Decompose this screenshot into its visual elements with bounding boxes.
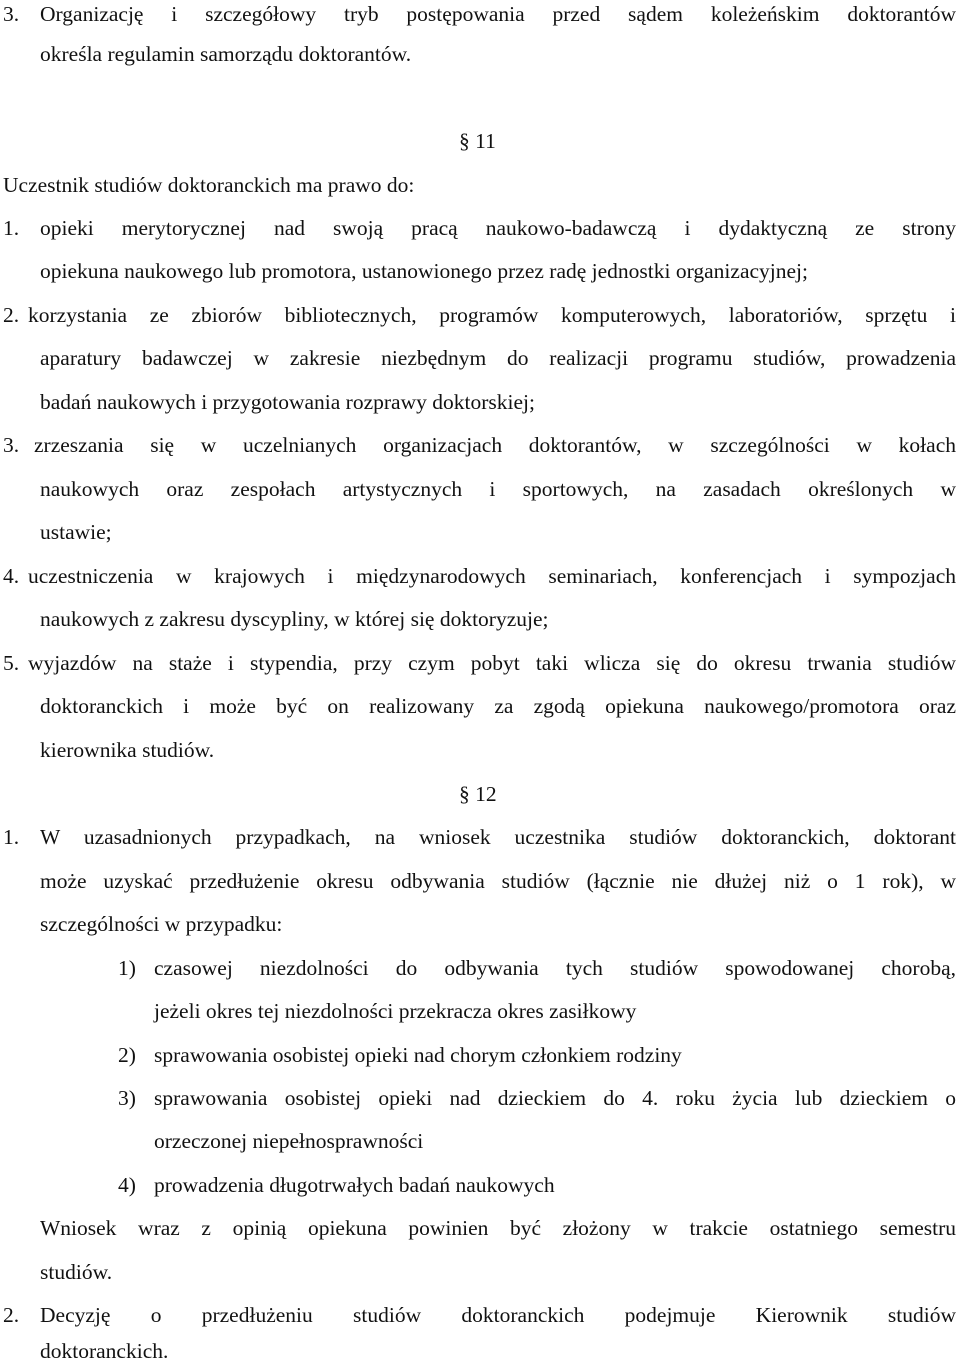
sublist-number: 4) — [118, 1173, 136, 1197]
paragraph-line: kierownika studiów. — [40, 738, 215, 762]
list-number: 3. — [3, 2, 20, 26]
paragraph-line: szczególności w przypadku: — [40, 912, 283, 936]
paragraph-line: doktoranckich i może być on realizowany za zgodą opiekuna naukowego/promotora oraz — [40, 694, 956, 718]
paragraph-line: Wniosek wraz z opinią opiekuna powinien być złożony w trakcie ostatniego semestru — [40, 1216, 956, 1240]
paragraph-line: sprawowania osobistej opieki nad dzieckiem do 4. roku życia lub dzieckiem o — [154, 1086, 956, 1110]
paragraph-line: wyjazdów na staże i stypendia, przy czym pobyt taki wlicza się do okresu trwania studiów — [28, 651, 956, 675]
paragraph-line: studiów. — [40, 1260, 113, 1284]
paragraph-line: Decyzję o przedłużeniu studiów doktoranckich podejmuje Kierownik studiów — [40, 1303, 956, 1327]
paragraph-line: badań naukowych i przygotowania rozprawy doktorskiej; — [40, 390, 535, 414]
paragraph-line: Organizację i szczegółowy tryb postępowania przed sądem koleżeńskim doktorantów — [40, 2, 956, 26]
section-heading: § 11 — [459, 129, 496, 153]
list-number: 4. — [3, 564, 20, 588]
sublist-number: 2) — [118, 1043, 136, 1067]
paragraph-line: uczestniczenia w krajowych i międzynarodowych seminariach, konferencjach i sympozjach — [28, 564, 956, 588]
list-number: 2. — [3, 303, 20, 327]
list-number: 3. — [3, 433, 20, 457]
sublist-number: 1) — [118, 956, 136, 980]
paragraph-line: czasowej niezdolności do odbywania tych studiów spowodowanej chorobą, — [154, 956, 956, 980]
list-number: 1. — [3, 825, 20, 849]
paragraph-line: naukowych z zakresu dyscypliny, w której się doktoryzuje; — [40, 607, 549, 631]
paragraph-line: korzystania ze zbiorów bibliotecznych, programów komputerowych, laboratoriów, sprzętu i — [28, 303, 956, 327]
sublist-number: 3) — [118, 1086, 136, 1110]
paragraph-line: zrzeszania się w uczelnianych organizacjach doktorantów, w szczególności w kołach — [34, 433, 956, 457]
paragraph-line: opiekuna naukowego lub promotora, ustanowionego przez radę jednostki organizacyjnej; — [40, 259, 808, 283]
intro-line: Uczestnik studiów doktoranckich ma prawo do: — [3, 173, 415, 197]
paragraph-line: prowadzenia długotrwałych badań naukowych — [154, 1173, 555, 1197]
paragraph-line: aparatury badawczej w zakresie niezbędnym do realizacji programu studiów, prowadzenia — [40, 346, 956, 370]
paragraph-line: może uzyskać przedłużenie okresu odbywania studiów (łącznie nie dłużej niż o 1 rok), w — [40, 869, 956, 893]
section-heading: § 12 — [459, 782, 497, 806]
list-number: 2. — [3, 1303, 20, 1327]
paragraph-line: jeżeli okres tej niezdolności przekracza okres zasiłkowy — [154, 999, 637, 1023]
paragraph-line: sprawowania osobistej opieki nad chorym członkiem rodziny — [154, 1043, 682, 1067]
list-number: 5. — [3, 651, 20, 675]
paragraph-line: ustawie; — [40, 520, 112, 544]
paragraph-line: doktoranckich. — [40, 1339, 169, 1363]
paragraph-line: orzeczonej niepełnosprawności — [154, 1129, 424, 1153]
paragraph-line: określa regulamin samorządu doktorantów. — [40, 42, 412, 66]
paragraph-line: W uzasadnionych przypadkach, na wniosek uczestnika studiów doktoranckich, doktorant — [40, 825, 956, 849]
paragraph-line: naukowych oraz zespołach artystycznych i sportowych, na zasadach określonych w — [40, 477, 956, 501]
paragraph-line: opieki merytorycznej nad swoją pracą naukowo-badawczą i dydaktyczną ze strony — [40, 216, 956, 240]
list-number: 1. — [3, 216, 20, 240]
